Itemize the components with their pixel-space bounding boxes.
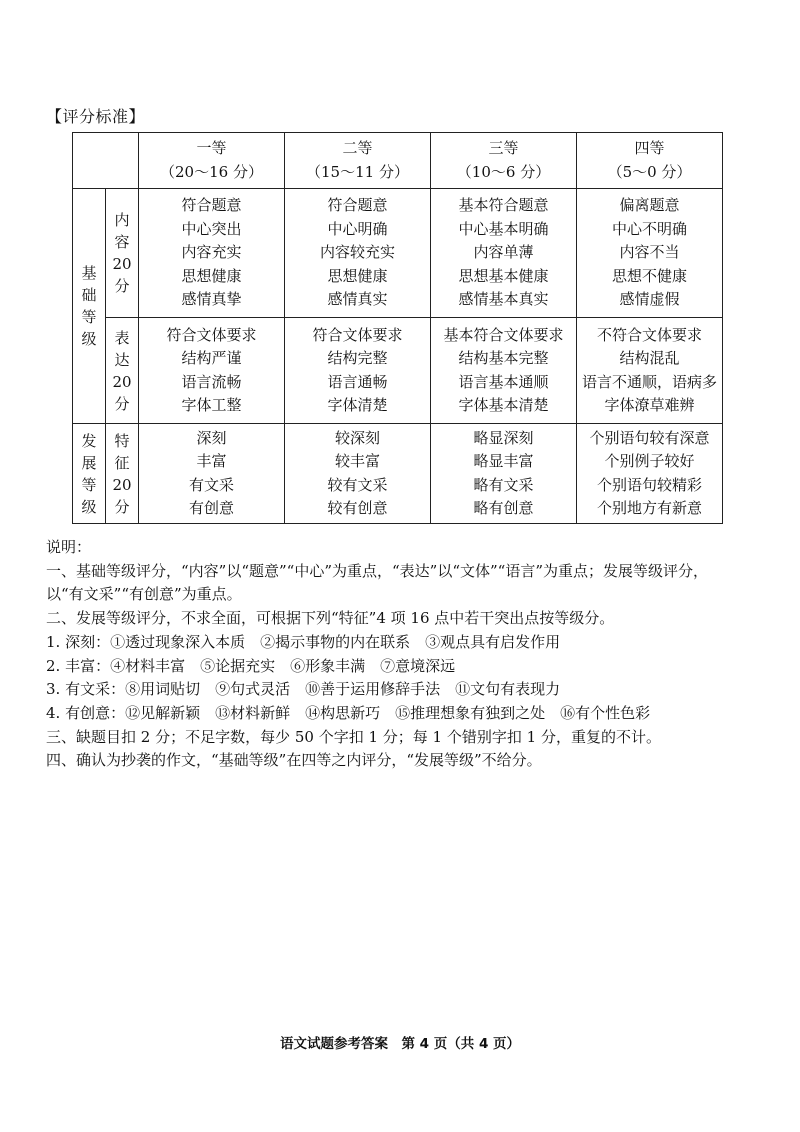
features-grade-4: 个别语句较有深意 个别例子较好 个别语句较精彩 个别地方有新意 [577,424,723,524]
expression-grade-4: 不符合文体要求 结构混乱 语言不通顺，语病多 字体潦草难辨 [577,318,723,424]
expression-grade-3: 基本符合文体要求 结构基本完整 语言基本通顺 字体基本清楚 [431,318,577,424]
features-label: 特 征 20 分 [106,424,139,524]
note-line: 1. 深刻：①透过现象深入本质 ②揭示事物的内在联系 ③观点具有启发作用 [46,632,561,651]
features-grade-3: 略显深刻 略显丰富 略有文采 略有创意 [431,424,577,524]
note-line: 以“有文采”“有创意”为重点。 [46,585,242,604]
features-grade-1: 深刻 丰富 有文采 有创意 [139,424,285,524]
expression-label: 表 达 20 分 [106,318,139,424]
grade-header-3: 三等 （10～6 分） [431,133,577,189]
grade-header-row [73,133,723,189]
note-line: 3. 有文采：⑧用词贴切 ⑨句式灵活 ⑩善于运用修辞手法 ⑪文句有表现力 [46,680,561,699]
basic-level-label: 基 础 等 级 [73,189,106,424]
grade-header-1: 一等 （20～16 分） [139,133,285,189]
notes-heading: 说明： [46,538,92,556]
note-line: 2. 丰富：④材料丰富 ⑤论据充实 ⑥形象丰满 ⑦意境深远 [46,656,456,675]
grade-header-4: 四等 （5～0 分） [577,133,723,189]
note-line: 二、发展等级评分，不求全面，可根据下列“特征”4 项 16 点中若干突出点按等级分。 [46,609,615,628]
features-row [73,424,723,524]
content-grade-4: 偏离题意 中心不明确 内容不当 思想不健康 感情虚假 [577,189,723,318]
content-grade-2: 符合题意 中心明确 内容较充实 思想健康 感情真实 [285,189,431,318]
features-grade-2: 较深刻 较丰富 较有文采 较有创意 [285,424,431,524]
scoring-rubric-table [72,132,723,524]
page-footer: 语文试题参考答案 第 4 页（共 4 页） [279,1036,521,1052]
corner-cell [73,133,139,189]
content-grade-1: 符合题意 中心突出 内容充实 思想健康 感情真挚 [139,189,285,318]
expression-grade-1: 符合文体要求 结构严谨 语言流畅 字体工整 [139,318,285,424]
expression-grade-2: 符合文体要求 结构完整 语言通畅 字体清楚 [285,318,431,424]
note-line: 三、缺题目扣 2 分；不足字数，每少 50 个字扣 1 分；每 1 个错别字扣 1 分，重复的不计。 [46,727,661,746]
content-grade-3: 基本符合题意 中心基本明确 内容单薄 思想基本健康 感情基本真实 [431,189,577,318]
note-line: 一、基础等级评分，“内容”以“题意”“中心”为重点，“表达”以“文体”“语言”为重点；发展等级评分， [46,561,709,580]
notes-section [46,536,766,773]
grade-header-2: 二等 （15～11 分） [285,133,431,189]
section-title: 【评分标准】 [46,107,146,126]
expression-row [73,318,723,424]
dev-level-label: 发 展 等 级 [73,424,106,524]
note-line: 四、确认为抄袭的作文，“基础等级”在四等之内评分，“发展等级”不给分。 [46,751,542,770]
content-row [73,189,723,318]
content-label: 内 容 20 分 [106,189,139,318]
note-line: 4. 有创意：⑫见解新颖 ⑬材料新鲜 ⑭构思新巧 ⑮推理想象有独到之处 ⑯有个性色彩 [46,703,651,722]
